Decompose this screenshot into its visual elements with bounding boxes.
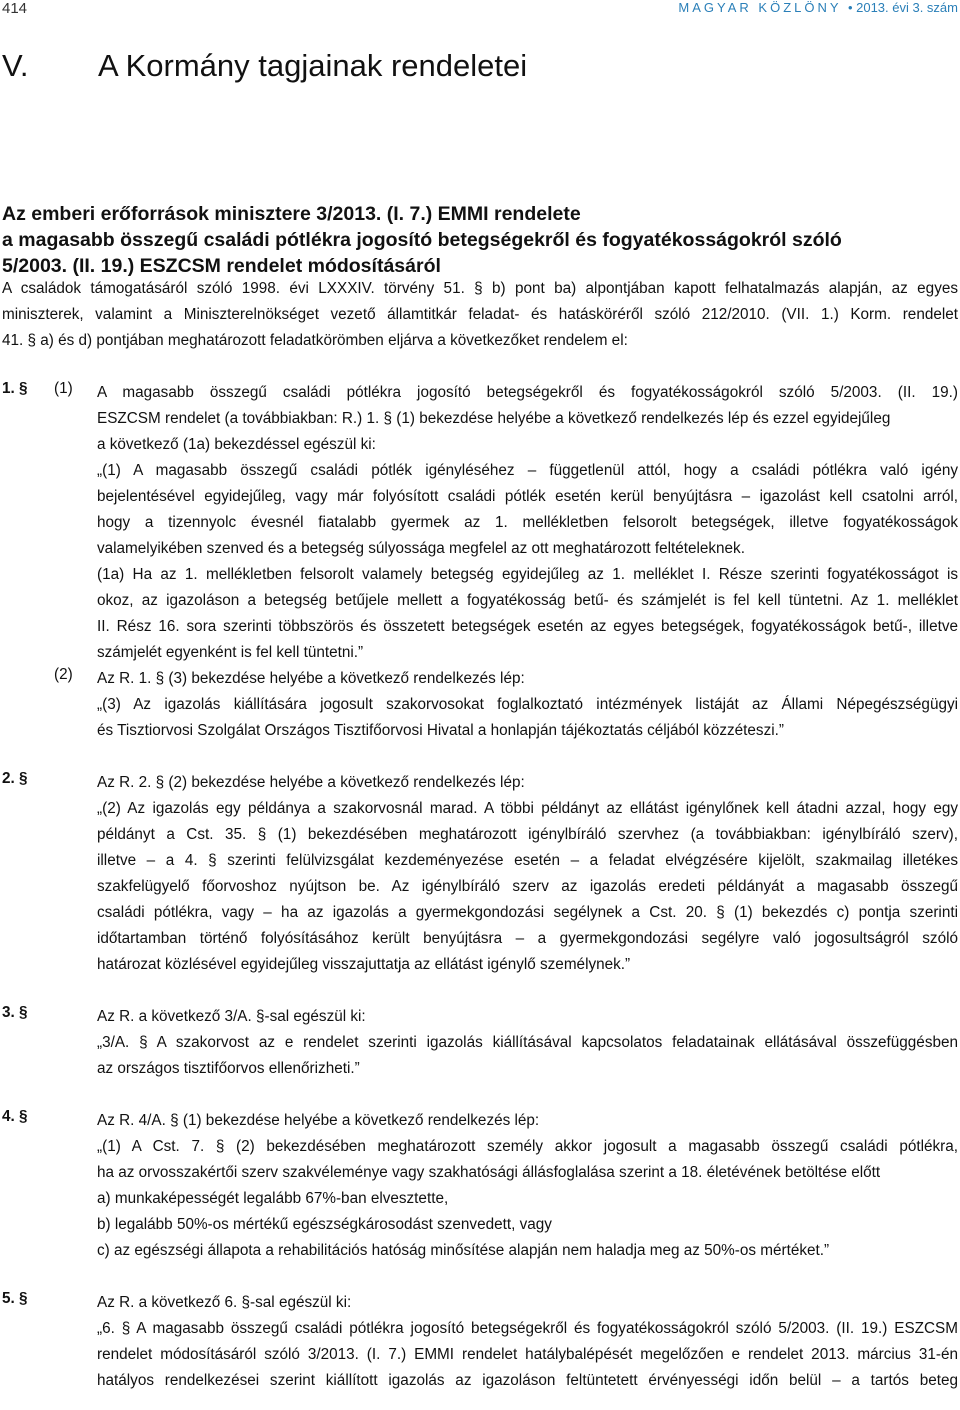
section-line: Az R. 1. § (3) bekezdése helyébe a következő rendelkezés lép:: [97, 670, 525, 687]
chapter-number: V.: [2, 48, 29, 83]
preamble-line: A családok támogatásáról szóló 1998. évi LXXXIV. törvény 51. § b) pont ba) alpontjában kapott felhatalmazás alapján, az egyes: [2, 280, 958, 297]
section-line: illetve – a 4. § szerinti felülvizsgálat kezdeményezése esetén – a feladat elvégzésére kijelölt, szakmailag illetékes: [97, 852, 958, 869]
section-line: határozat közlésével egyidejűleg visszajuttatja az ellátást igénylő személynek.”: [97, 956, 631, 973]
section-line: rendelet módosításáról szóló 3/2013. (I. 7.) EMMI rendelet hatálybalépését megelőzően e rendelet 2013. március 31-én: [97, 1346, 958, 1363]
section-line: ha az orvosszakértői szerv szakvéleménye vagy szakhatósági állásfoglalása szerint a 18. életévének betöltése előtt: [97, 1164, 881, 1181]
section-line: szakfelügyelő főorvoshoz nyújtson be. Az igénylbíráló szerv az igazolás eredeti példányát a magasabb összegű: [97, 878, 958, 895]
decree-title-line: Az emberi erőforrások minisztere 3/2013. (I. 7.) EMMI rendelete: [2, 203, 581, 225]
section-line: hogy a tizennyolc évesnél fiatalabb gyermek az 1. mellékletben felsorolt betegségek, illetve fogyatékosságok: [97, 514, 958, 531]
section-line: Az R. 2. § (2) bekezdése helyébe a következő rendelkezés lép:: [97, 774, 525, 791]
section-line: bejelentésével egyidejűleg, vagy már folyósított családi pótlék esetén kerül benyújtásra – igazolást kell csatolni arról,: [97, 488, 958, 505]
section-line: Az R. 4/A. § (1) bekezdése helyébe a következő rendelkezés lép:: [97, 1112, 540, 1129]
subsection-number: (1): [54, 380, 73, 397]
running-header: [678, 0, 958, 15]
decree-title-line: a magasabb összegű családi pótlékra jogosító betegségekről és fogyatékosságokról szóló: [2, 229, 842, 251]
section-line: ESZCSM rendelet (a továbbiakban: R.) 1. § (1) bekezdése helyébe a következő rendelkezés lép és ezzel egyidejűleg: [97, 410, 891, 427]
section-body: [97, 666, 958, 744]
section-number: 1. §: [2, 380, 28, 397]
section-line: Az R. a következő 3/A. §-sal egészül ki:: [97, 1008, 366, 1025]
section-line: hatályos rendelkezései szerint kiállított igazolás az igazoláson feltüntetett érvényességi időn belül – a tartós beteg: [97, 1372, 958, 1389]
section-number: 2. §: [2, 770, 28, 787]
section-line: családi pótlékra, vagy – ha az igazolás a gyermekgondozási segélynek a Cst. 20. § (1) bekezdés c) pontja szerinti: [97, 904, 958, 921]
section-line: valamelyikében szenved és a betegség súlyossága megfelel az ott meghatározott feltételeknek.: [97, 540, 745, 557]
decree-title-line: 5/2003. (II. 19.) ESZCSM rendelet módosításáról: [2, 255, 441, 277]
section-line: időtartamban történő folyósításához került benyújtásra – a gyermekgondozási segélyre való jogosultságról szóló: [97, 930, 958, 947]
section-line: Az R. a következő 6. §-sal egészül ki:: [97, 1294, 352, 1311]
section-line: „(2) Az igazolás egy példánya a szakorvosnál marad. A többi példányt az ellátást igénylőnek kell átadni azzal, hogy egy: [97, 800, 958, 817]
section-number: 4. §: [2, 1108, 28, 1125]
section-line: és Tisztiorvosi Szolgálat Országos Tisztifőorvosi Hivatal a honlapján tájékoztatás céljából közzéteszi.”: [97, 722, 784, 739]
section-line: c) az egészségi állapota a rehabilitációs hatóság minősítése alapján nem haladja meg az 50%-os mértéket.”: [97, 1242, 830, 1259]
section-line: számjelét egyenként is fel kell tüntetni.”: [97, 644, 364, 661]
section-line: „3/A. § A szakorvost az e rendelet szerinti igazolás kiállításával kapcsolatos feladatainak ellátásával összefüggésben: [97, 1034, 958, 1051]
section-body: [97, 1108, 958, 1264]
preamble: [2, 276, 958, 354]
section-body: [97, 1290, 958, 1394]
section-line: „(1) A Cst. 7. § (2) bekezdésében meghatározott személy akkor jogosult a magasabb összegű családi pótlékra,: [97, 1138, 958, 1155]
section-body: [97, 770, 958, 978]
subsection-number: (2): [54, 666, 73, 683]
chapter-heading: [2, 48, 527, 84]
section-line: b) legalább 50%-os mértékű egészségkárosodást szenvedett, vagy: [97, 1216, 552, 1233]
section-line: példányt a Cst. 35. § (1) bekezdésében meghatározott igénylbíráló szervhez (a továbbiakban: igénylbíráló szerv),: [97, 826, 958, 843]
section-line: okoz, az igazoláson a betegség betűjele mellett a fogyatékosság betű- és számjelét is fel kell tüntetni. Az 1. melléklet: [97, 592, 958, 609]
section-number: 5. §: [2, 1290, 28, 1307]
preamble-line: miniszterek, valamint a Miniszterelnökséget vezető államtitkár feladat- és hatásköréről szóló 212/2010. (VII. 1.) Korm. rendelet: [2, 306, 958, 323]
section-line: „(3) Az igazolás kiállítására jogosult szakorvosokat foglalkoztató intézmények listáját az Állami Népegészségügyi: [97, 696, 958, 713]
journal-name: MAGYAR KÖZLÖNY: [678, 0, 842, 15]
section-line: az országos tisztifőorvos ellenőrizheti.”: [97, 1060, 360, 1077]
section-body: [97, 1004, 958, 1082]
section-line: a) munkaképességét legalább 67%-ban elvesztette,: [97, 1190, 449, 1207]
section-number: 3. §: [2, 1004, 28, 1021]
page-number: 414: [2, 0, 28, 17]
section-line: (1a) Ha az 1. mellékletben felsorolt valamely betegség egyidejűleg az 1. melléklet I. Része szerinti fogyatékosságot is: [97, 566, 958, 583]
section-line: „(1) A magasabb összegű családi pótlék igényléséhez – függetlenül attól, hogy a családi pótlékra való igény: [97, 462, 958, 479]
decree-title: [2, 201, 952, 279]
preamble-line: 41. § a) és d) pontjában meghatározott feladatkörömben eljárva a következőket rendelem el:: [2, 332, 628, 349]
section-line: „6. § A magasabb összegű családi pótlékra jogosító betegségekről és fogyatékosságokról szóló 5/2003. (II. 19.) ESZCSM: [97, 1320, 958, 1337]
section-line: a következő (1a) bekezdéssel egészül ki:: [97, 436, 376, 453]
section-line: II. Rész 16. sora szerinti többszörös és összetett betegségek esetén az egyes betegségek, fogyatékosságok betű-, illetve: [97, 618, 958, 635]
section-line: A magasabb összegű családi pótlékra jogosító betegségekről és fogyatékosságokról szóló 5/2003. (II. 19.): [97, 384, 958, 401]
issue-label: 2013. évi 3. szám: [856, 0, 958, 15]
chapter-title: A Kormány tagjainak rendeletei: [98, 48, 528, 83]
separator-dot: •: [847, 0, 857, 15]
section-body: [97, 380, 958, 666]
